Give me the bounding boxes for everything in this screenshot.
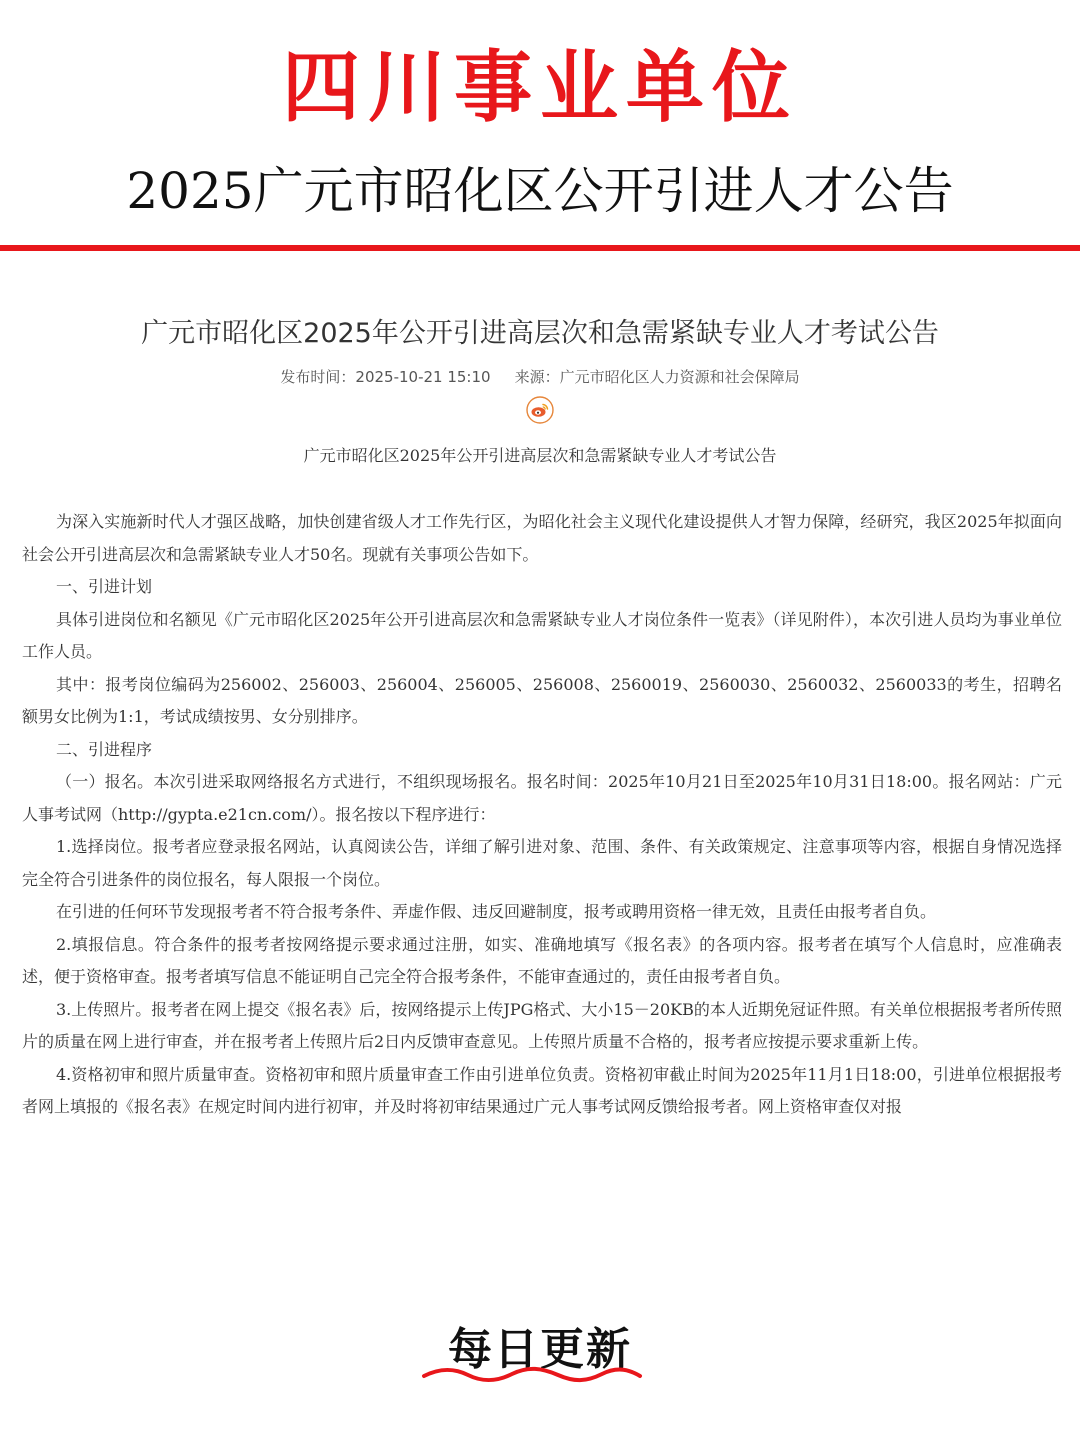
banner-subtitle: 2025广元市昭化区公开引进人才公告 (126, 162, 954, 220)
document-heading: 广元市昭化区2025年公开引进高层次和急需紧缺专业人才考试公告 (303, 446, 777, 465)
paragraph-plan-detail: 具体引进岗位和名额见《广元市昭化区2025年公开引进高层次和急需紧缺专业人才岗位条件一览表》（详见附件），本次引进人员均为事业单位工作人员。 (22, 609, 1062, 661)
section-heading-procedure: 二、引进程序 (56, 739, 153, 759)
article-meta (0, 366, 1080, 388)
paragraph-upload-photo: 3.上传照片。报考者在网上提交《报名表》后，按网络提示上传JPG格式、大小15－20KB的本人近期免冠证件照。有关单位根据报考者所传照片的质量在网上进行审查，并在报考者上传照片后2日内反馈审查意见。上传照片质量不合格的，报考者应按提示要求重新上传。 (22, 999, 1062, 1051)
publish-time: 2025-10-21 15:10 (355, 368, 491, 386)
article-title: 广元市昭化区2025年公开引进高层次和急需紧缺专业人才考试公告 (141, 318, 939, 349)
paragraph-registration: （一）报名。本次引进采取网络报名方式进行，不组织现场报名。报名时间：2025年10月21日至2025年10月31日18:00。报名网站：广元人事考试网（http://gypta.e21cn.com/）。报名按以下程序进行： (22, 772, 1062, 824)
paragraph-intro: 为深入实施新时代人才强区战略，加快创建省级人才工作先行区，为昭化社会主义现代化建设提供人才智力保障，经研究，我区2025年拟面向社会公开引进高层次和急需紧缺专业人才50名。现就有关事项公告如下。 (22, 512, 1062, 564)
paragraph-gender-ratio: 其中：报考岗位编码为256002、256003、256004、256005、256008、2560019、2560030、2560032、2560033的考生，招聘名额男女比例为1:1，考试成绩按男、女分别排序。 (22, 674, 1062, 726)
source-label: 来源： (514, 368, 560, 386)
paragraph-select-post: 1.选择岗位。报考者应登录报名网站，认真阅读公告，详细了解引进对象、范围、条件、有关政策规定、注意事项等内容，根据自身情况选择完全符合引进条件的岗位报名，每人限报一个岗位。 (22, 837, 1062, 889)
source-name: 广元市昭化区人力资源和社会保障局 (559, 368, 800, 386)
red-divider (0, 245, 1080, 251)
footer-wave-underline (420, 1364, 644, 1386)
paragraph-initial-review: 4.资格初审和照片质量审查。资格初审和照片质量审查工作由引进单位负责。资格初审截止时间为2025年11月1日18:00，引进单位根据报考者网上填报的《报名表》在规定时间内进行初审，并及时将初审结果通过广元人事考试网反馈给报考者。网上资格审查仅对报 (22, 1064, 1062, 1116)
publish-label: 发布时间： (280, 368, 356, 386)
footer-label: 每日更新 (448, 1324, 632, 1375)
weibo-icon[interactable] (526, 396, 554, 424)
banner-title: 四川事业单位 (281, 42, 798, 133)
paragraph-fill-info: 2.填报信息。符合条件的报考者按网络提示要求通过注册，如实、准确地填写《报名表》的各项内容。报考者在填写个人信息时，应准确表述，便于资格审查。报考者填写信息不能证明自己完全符合报考条件，不能审查通过的，责任由报考者自负。 (22, 934, 1062, 986)
article-body (22, 506, 1062, 1124)
section-heading-plan: 一、引进计划 (56, 577, 153, 596)
paragraph-invalid-notice: 在引进的任何环节发现报考者不符合报考条件、弄虚作假、违反回避制度，报考或聘用资格一律无效，且责任由报考者自负。 (56, 902, 937, 921)
